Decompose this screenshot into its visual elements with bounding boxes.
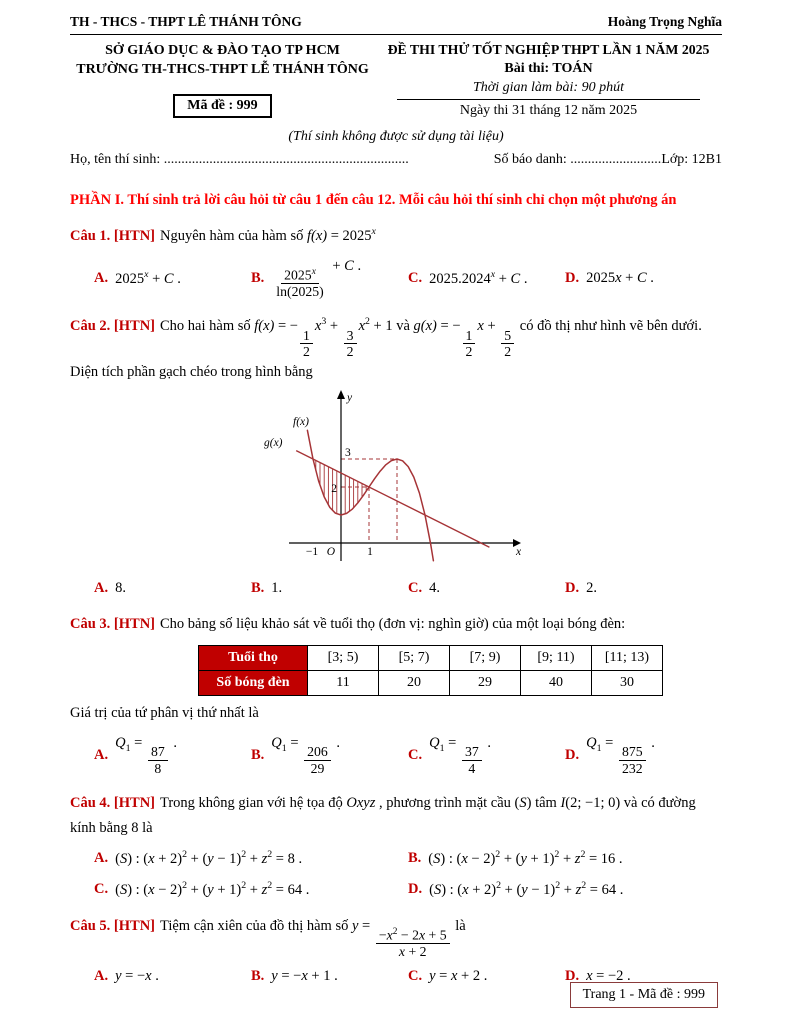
option-d-text: 2. [586,580,597,597]
option-d-letter: D. [565,968,580,985]
option-a [94,580,251,597]
option-c [408,258,565,299]
candidate-id-field: Số báo danh: .......................... [493,152,662,167]
option-b [251,735,408,776]
tick-3: 3 [345,447,351,460]
option-b-letter: B. [251,580,265,597]
count-cell: 40 [521,670,592,695]
bin-cell: [7; 9) [450,645,521,670]
option-a-letter: A. [94,580,109,597]
option-d-text: x = −2 . [586,968,631,985]
option-a-text: $Q_1$ = $\frac{87}{8}$ . [115,734,177,776]
axes [289,396,513,561]
exam-heading [70,42,722,119]
candidate-row [70,152,722,168]
option-b [408,849,722,868]
question-1-options [70,258,722,299]
question-5-statement: Tiệm cận xiên của đồ thị hàm số y = $\frac{-x^2 - 2x + 5}{x + 2}$ là [160,917,466,960]
issuer-department: SỞ GIÁO DỤC & ĐÀO TẠO TP HCM [105,43,340,58]
g-line-label: g(x) [264,437,283,450]
exam-code-box: Mã đề : 999 [173,94,271,118]
origin-label: O [326,546,335,559]
option-b [251,580,408,597]
option-d [565,735,722,776]
table-row [199,645,663,670]
candidate-name-field: Họ, tên thí sinh: ...................................................................... [70,152,409,167]
option-d-letter: D. [565,580,580,597]
x-axis-label: x [516,546,522,559]
option-d-letter: D. [408,881,423,898]
option-c-text: (S) : $(x - 2)^2 + (y + 1)^2 + z^2 = 64$ . [115,880,310,898]
curve-f [307,431,433,561]
question-3-statement2: Giá trị của tứ phân vị thứ nhất là [70,704,259,721]
exam-subject: Bài thi: TOÁN [504,61,593,76]
question-5-label: Câu 5. [HTN] [70,917,155,934]
tick-minus1: −1 [305,546,319,559]
question-3-label: Câu 3. [HTN] [70,616,155,633]
count-cell: 29 [450,670,521,695]
tick-2: 2 [331,483,337,496]
option-c-letter: C. [94,881,109,898]
option-d [565,580,722,597]
function-graph [261,388,531,571]
issuer-block [70,42,375,119]
question-3 [70,612,722,776]
exam-info-block [375,42,722,119]
issuer-school: TRƯỜNG TH-THCS-THPT LỄ THÁNH TÔNG [76,61,369,77]
option-c-text: 4. [429,580,440,597]
option-c-letter: C. [408,580,423,597]
option-c [408,735,565,776]
option-a-text: $2025^x + C$ . [115,268,181,287]
running-head [70,14,722,35]
option-c-text: y = x + 2 . [429,968,488,985]
tick-1: 1 [367,546,373,559]
option-b-letter: B. [251,968,265,985]
bin-cell: [3; 5) [308,645,379,670]
candidate-id-and-class [494,152,722,168]
question-4-statement: Trong không gian với hệ tọa độ Oxyz , phương trình mặt cầu (S) tâm I(2; −1; 0) và có đường kính bằng 8 là [70,795,696,836]
option-a [94,735,251,776]
option-d-letter: D. [565,746,580,763]
option-d-text: $Q_1$ = $\frac{875}{232}$ . [586,734,655,776]
exam-notice: (Thí sinh không được sử dụng tài liệu) [288,129,504,144]
bin-cell: [5; 7) [379,645,450,670]
question-2-figure [261,388,531,576]
option-b-letter: B. [408,850,422,867]
table-row2-header: Số bóng đèn [199,670,308,695]
option-b-text: 1. [271,580,283,597]
option-c-text: $Q_1$ = $\frac{37}{4}$ . [429,734,491,776]
table-row1-header: Tuổi thọ [199,645,308,670]
option-b-text: $\frac{2025^x}{\ln(2025)}$ + C . [276,257,362,299]
question-2-options [70,580,722,597]
page-footer-box: Trang 1 - Mã đề : 999 [570,982,718,1008]
option-a [94,258,251,299]
question-2-label: Câu 2. [HTN] [70,318,155,335]
question-5 [70,914,722,985]
option-b-letter: B. [251,269,265,286]
exam-title: ĐỀ THI THỬ TỐT NGHIỆP THPT LẦN 1 NĂM 2025 [387,42,710,57]
option-a-letter: A. [94,269,109,286]
option-c-letter: C. [408,269,423,286]
exam-date: Ngày thi 31 tháng 12 năm 2025 [459,103,638,118]
option-a-text: y = −x . [115,968,159,985]
option-d [565,258,722,299]
bin-cell: [9; 11) [521,645,592,670]
y-axis-label: y [347,392,353,405]
option-c-letter: C. [408,968,423,985]
option-c-text: $2025.2024^x + C$ . [429,268,528,287]
question-3-statement: Cho bảng số liệu khảo sát về tuổi thọ (đơn vị: nghìn giờ) của một loại bóng đèn: [160,616,626,633]
question-1-statement: Nguyên hàm của hàm số $f(x) = 2025^x$ [160,226,376,244]
option-a-letter: A. [94,850,109,867]
option-d-text: (S) : $(x + 2)^2 + (y - 1)^2 + z^2 = 64$ . [429,880,624,898]
question-4-label: Câu 4. [HTN] [70,795,155,812]
lifespan-table [198,645,663,696]
count-cell: 20 [379,670,450,695]
question-2-statement: Cho hai hàm số f(x) = − $\frac{1}{2}$ $x^3$ + $\frac{3}{2}$ $x^2 + 1$ và g(x) = − $\frac{1}{2}$ x + $\frac{5}{2}$ có đồ thị như hình vẽ bên dưới. Diện tích phần gạch chéo trong hình bằng [70,316,702,380]
option-b [251,258,408,299]
question-4 [70,791,722,899]
option-b-text: $Q_1$ = $\frac{206}{29}$ . [271,734,341,776]
option-a-letter: A. [94,968,109,985]
option-b [251,968,408,985]
option-c [94,880,408,899]
part1-heading: PHẦN I. Thí sinh trả lời câu hỏi từ câu 1 đến câu 12. Mỗi câu hỏi thí sinh chỉ chọn một phương án [70,192,677,208]
question-3-options [70,735,722,776]
question-1-label: Câu 1. [HTN] [70,228,155,244]
figure-labels [264,392,522,558]
bin-cell: [11; 13) [592,645,663,670]
question-2 [70,314,722,597]
option-b-text: y = −x + 1 . [271,968,338,985]
option-d-text: 2025x + C . [586,269,654,286]
running-head-school: TH - THCS - THPT LÊ THÁNH TÔNG [70,14,302,29]
option-b-letter: B. [251,746,265,763]
option-c [408,968,565,985]
option-b-text: (S) : $(x - 2)^2 + (y + 1)^2 + z^2 = 16$ . [428,849,623,868]
option-a [94,849,408,868]
option-a-text: 8. [115,580,126,597]
count-cell: 30 [592,670,663,695]
running-head-author: Hoàng Trọng Nghĩa [607,14,722,29]
count-cell: 11 [308,670,379,695]
f-curve-label: f(x) [293,416,309,429]
question-1 [70,224,722,299]
option-d [408,880,722,899]
table-row [199,670,663,695]
option-a-text: (S) : $(x + 2)^2 + (y - 1)^2 + z^2 = 8$ . [115,849,303,868]
option-c-letter: C. [408,746,423,763]
option-d-letter: D. [565,269,580,286]
option-a [94,968,251,985]
option-c [408,580,565,597]
option-a-letter: A. [94,746,109,763]
candidate-class: Lớp: 12B1 [661,152,722,167]
y-axis-arrow [337,390,345,399]
question-4-options [70,849,722,899]
exam-duration: Thời gian làm bài: 90 phút [397,80,700,100]
